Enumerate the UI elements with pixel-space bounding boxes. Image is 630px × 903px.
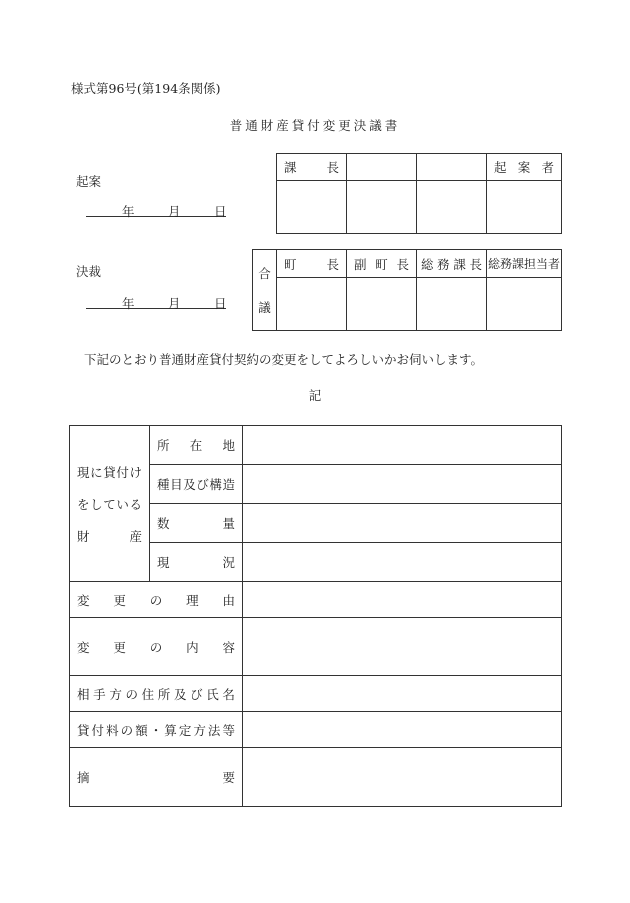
kian-stamp-cell <box>277 181 347 234</box>
row-value-location <box>243 426 562 465</box>
kian-header-blank-2 <box>417 154 487 181</box>
kessai-stamp-cell <box>417 278 487 331</box>
row-value-type-structure <box>243 465 562 504</box>
row-label-remarks: 摘 要 <box>70 748 243 807</box>
kessai-stamp-cell <box>347 278 417 331</box>
kian-year-label: 年 <box>122 204 135 219</box>
row-value-rent-amount <box>243 712 562 748</box>
row-value-condition <box>243 543 562 582</box>
row-label-change-reason: 変 更 の 理 由 <box>70 582 243 618</box>
ki-label: 記 <box>308 388 322 403</box>
property-group-label: 現 に 貸 付 け を し て い る 財 産 <box>70 426 150 582</box>
row-label-location: 所 在 地 <box>150 426 243 465</box>
kessai-stamp-cell <box>487 278 562 331</box>
kian-header-kiansha: 起 案 者 <box>487 154 562 181</box>
kian-stamp-cell <box>417 181 487 234</box>
kian-header-kachou: 課 長 <box>277 154 347 181</box>
kian-stamp-cell <box>487 181 562 234</box>
kessai-date-line <box>86 308 226 309</box>
row-label-type-structure: 種 目 及 び 構 造 <box>150 465 243 504</box>
row-label-change-content: 変 更 の 内 容 <box>70 618 243 676</box>
kessai-label: 決裁 <box>76 264 102 279</box>
row-value-counterparty <box>243 676 562 712</box>
kessai-stamp-cell <box>277 278 347 331</box>
kessai-year-label: 年 <box>122 296 135 311</box>
kessai-header-chouchou: 町 長 <box>277 250 347 278</box>
kessai-header-fukuchou: 副 町 長 <box>347 250 417 278</box>
row-label-condition: 現 況 <box>150 543 243 582</box>
kian-stamp-table <box>276 153 562 234</box>
kian-month-label: 月 <box>168 204 181 219</box>
kessai-day-label: 日 <box>214 296 227 311</box>
form-number: 様式第96号(第194条関係) <box>71 81 221 96</box>
row-label-quantity: 数 量 <box>150 504 243 543</box>
details-table <box>69 425 562 807</box>
kian-stamp-cell <box>347 181 417 234</box>
kessai-stamp-table <box>252 249 562 331</box>
kessai-month-label: 月 <box>168 296 181 311</box>
kian-date-line <box>86 216 226 217</box>
row-label-rent-amount: 貸 付 料 の 額 ・ 算 定 方 法 等 <box>70 712 243 748</box>
kessai-header-soumu-tantou: 総務課担当者 <box>487 250 562 278</box>
intro-text: 下記のとおり普通財産貸付契約の変更をしてよろしいかお伺いします。 <box>84 352 484 367</box>
gougi-cell: 合 議 <box>253 250 277 331</box>
row-label-counterparty: 相 手 方 の 住 所 及 び 氏 名 <box>70 676 243 712</box>
row-value-quantity <box>243 504 562 543</box>
document-title: 普通財産貸付変更決議書 <box>229 118 401 133</box>
kian-header-blank-1 <box>347 154 417 181</box>
kian-label: 起案 <box>76 174 102 189</box>
row-value-change-reason <box>243 582 562 618</box>
kian-day-label: 日 <box>214 204 227 219</box>
row-value-remarks <box>243 748 562 807</box>
row-value-change-content <box>243 618 562 676</box>
kessai-header-soumu-kachou: 総 務 課 長 <box>417 250 487 278</box>
